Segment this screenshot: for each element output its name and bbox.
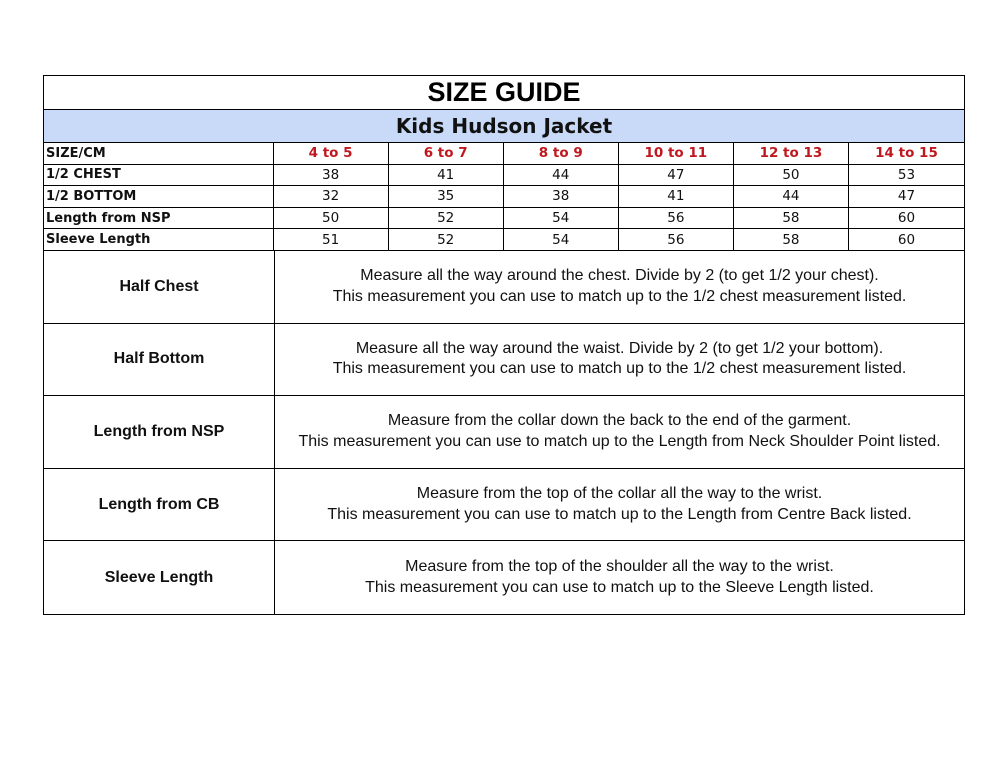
row-label: Sleeve Length xyxy=(44,229,274,250)
table-cell: 44 xyxy=(504,165,619,186)
instruction-text xyxy=(275,541,964,614)
size-column-header: 4 to 5 xyxy=(274,143,389,164)
instruction-label: Sleeve Length xyxy=(44,541,275,614)
instruction-line: This measurement you can use to match up to the Length from Centre Back listed. xyxy=(327,505,912,523)
instruction-label: Length from NSP xyxy=(44,396,275,468)
instruction-line: Measure from the top of the collar all the way to the wrist. xyxy=(416,485,823,503)
product-name: Kids Hudson Jacket xyxy=(44,110,964,143)
table-cell: 60 xyxy=(897,231,916,248)
table-cell: 58 xyxy=(734,208,849,229)
instruction-text xyxy=(275,396,964,468)
size-guide-sheet xyxy=(43,75,965,615)
table-cell: 35 xyxy=(389,186,504,207)
table-cell: 54 xyxy=(504,208,619,229)
instruction-text xyxy=(275,469,964,541)
table-cell: 44 xyxy=(734,186,849,207)
table-cell: 41 xyxy=(619,186,734,207)
table-cell: 47 xyxy=(619,165,734,186)
table-cell: 50 xyxy=(274,208,389,229)
instruction-row-sleeve-length xyxy=(44,541,964,614)
table-cell: 56 xyxy=(619,208,734,229)
row-label: 1/2 CHEST xyxy=(44,165,274,186)
table-cell: 52 xyxy=(389,208,504,229)
size-column-header: 8 to 9 xyxy=(504,143,619,164)
table-cell: 38 xyxy=(274,165,389,186)
size-header-label: SIZE/CM xyxy=(44,143,274,164)
table-cell: 54 xyxy=(504,229,619,250)
row-label: Length from NSP xyxy=(44,208,274,229)
instruction-line: This measurement you can use to match up to the 1/2 chest measurement listed. xyxy=(332,360,907,378)
size-column-header: 14 to 15 xyxy=(875,145,938,162)
instruction-line: This measurement you can use to match up to the 1/2 chest measurement listed. xyxy=(332,287,907,305)
table-row-sleeve-length xyxy=(44,229,964,251)
instruction-row-half-bottom xyxy=(44,324,964,397)
instruction-row-half-chest xyxy=(44,251,964,324)
instruction-text xyxy=(275,324,964,396)
table-row-half-chest xyxy=(44,165,964,187)
row-label: 1/2 BOTTOM xyxy=(44,186,274,207)
instruction-text xyxy=(275,251,964,323)
table-cell: 47 xyxy=(897,188,916,205)
instruction-line: Measure all the way around the waist. Divide by 2 (to get 1/2 your bottom). xyxy=(355,339,884,357)
table-row-length-nsp xyxy=(44,208,964,230)
size-column-header: 12 to 13 xyxy=(734,143,849,164)
instruction-line: This measurement you can use to match up to the Length from Neck Shoulder Point listed. xyxy=(298,432,941,450)
instruction-line: Measure all the way around the chest. Divide by 2 (to get 1/2 your chest). xyxy=(360,267,879,285)
page-title: SIZE GUIDE xyxy=(44,76,964,110)
table-cell: 50 xyxy=(734,165,849,186)
table-cell: 38 xyxy=(504,186,619,207)
instruction-line: Measure from the collar down the back to the end of the garment. xyxy=(387,412,852,430)
table-cell: 53 xyxy=(897,166,916,183)
table-cell: 60 xyxy=(897,210,916,227)
table-cell: 52 xyxy=(389,229,504,250)
size-header-row xyxy=(44,143,964,165)
size-column-header: 10 to 11 xyxy=(619,143,734,164)
table-cell: 51 xyxy=(274,229,389,250)
instruction-row-length-cb xyxy=(44,469,964,542)
table-cell: 41 xyxy=(389,165,504,186)
table-cell: 32 xyxy=(274,186,389,207)
instruction-line: Measure from the top of the shoulder all the way to the wrist. xyxy=(405,558,834,576)
table-cell: 56 xyxy=(619,229,734,250)
instruction-label: Length from CB xyxy=(44,469,275,541)
instruction-label: Half Chest xyxy=(44,251,275,323)
instruction-line: This measurement you can use to match up to the Sleeve Length listed. xyxy=(365,578,874,596)
instruction-row-length-nsp xyxy=(44,396,964,469)
size-column-header: 6 to 7 xyxy=(389,143,504,164)
table-cell: 58 xyxy=(734,229,849,250)
instruction-label: Half Bottom xyxy=(44,324,275,396)
table-row-half-bottom xyxy=(44,186,964,208)
